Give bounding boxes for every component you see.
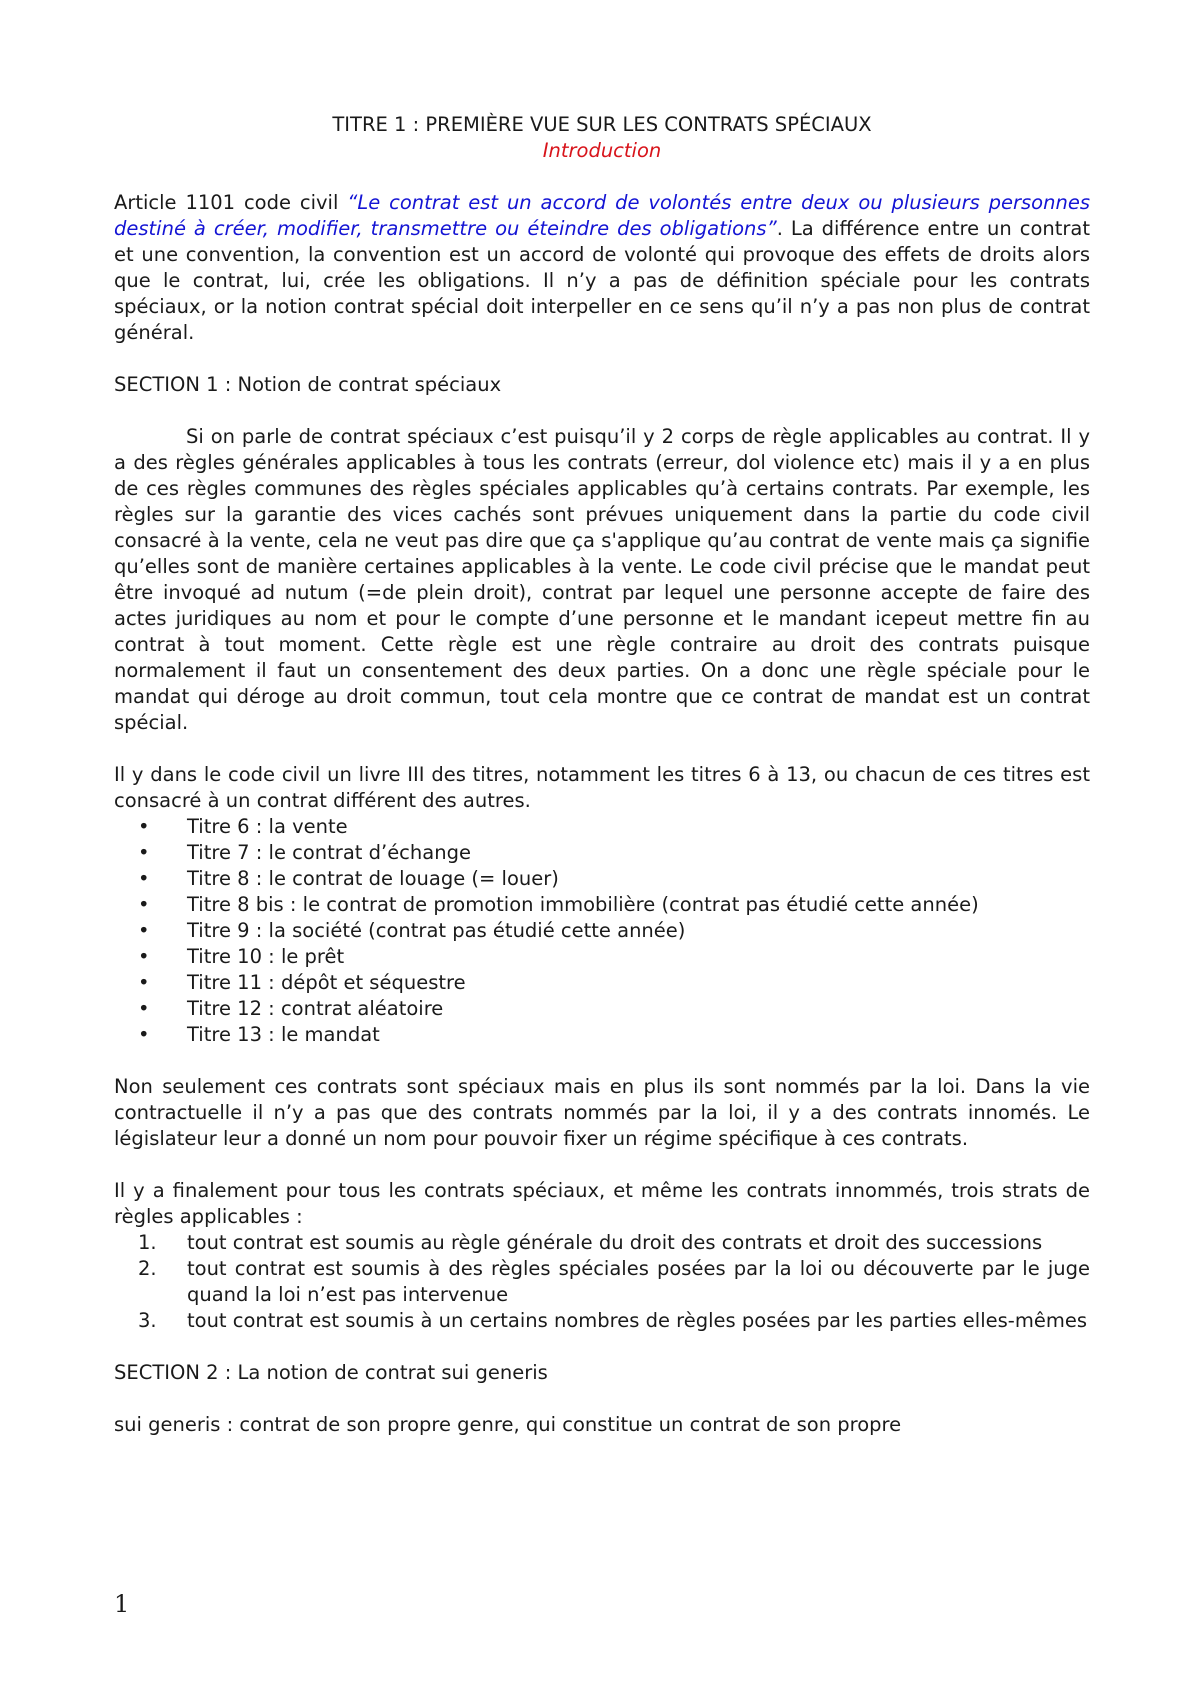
- section-1-paragraph-3: Non seulement ces contrats sont spéciaux mais en plus ils sont nommés par la loi. Dans la vie contractuelle il n’y a pas que des contrats nommés par la loi, il y a des contrats innomés. Le législateur leur a donné un nom pour pouvoir fixer un régime spécifique à ces contrats.: [114, 1075, 1090, 1150]
- section-1-paragraph-4: Il y a finalement pour tous les contrats spéciaux, et même les contrats innommés, trois strats de règles applicables :: [114, 1179, 1090, 1228]
- list-item: • Titre 11 : dépôt et séquestre: [138, 971, 466, 994]
- titles-list: [114, 814, 1090, 1048]
- list-item: • Titre 9 : la société (contrat pas étudié cette année): [138, 919, 686, 942]
- document-body: [114, 112, 1090, 1438]
- list-item: • Titre 7 : le contrat d’échange: [138, 841, 471, 864]
- bullet-icon: •: [138, 1023, 150, 1046]
- bullet-icon: •: [138, 841, 150, 864]
- section-1-paragraph-2: Il y dans le code civil un livre III des titres, notamment les titres 6 à 13, ou chacun de ces titres est consacré à un contrat différent des autres.: [114, 763, 1090, 812]
- bullet-icon: •: [138, 971, 150, 994]
- section-2-heading: SECTION 2 : La notion de contrat sui generis: [114, 1361, 548, 1384]
- document-subtitle: Introduction: [542, 139, 662, 162]
- section-1-paragraph-1: Si on parle de contrat spéciaux c’est puisqu’il y 2 corps de règle applicables au contrat. Il y a des règles générales applicables à tous les contrats (erreur, dol violence etc) mais il y a en plus de ces règles communes des règles spéciales applicables qu’à certains contrats. Par exemple, les règles sur la garantie des vices cachés sont prévues uniquement dans la partie du code civil consacré à la vente, cela ne veut pas dire que ça s'applique qu’au contrat de vente mais ça signifie qu’elles sont de manière certaines applicables à la vente. Le code civil précise que le mandat peut être invoqué ad nutum (=de plein droit), contrat par lequel une personne accepte de faire des actes juridiques au nom et pour le compte d’une personne et le mandant icepeut mettre fin au contrat à tout moment. Cette règle est une règle contraire au droit des contrats puisque normalement il faut un consentement des deux parties. On a donc une règle spéciale pour le mandat qui déroge au droit commun, tout cela montre que ce contrat de mandat est un contrat spécial.: [114, 425, 1090, 734]
- list-item: • Titre 8 bis : le contrat de promotion immobilière (contrat pas étudié cette année): [138, 893, 979, 916]
- section-1-heading: SECTION 1 : Notion de contrat spéciaux: [114, 373, 502, 396]
- list-item: • Titre 12 : contrat aléatoire: [138, 997, 444, 1020]
- list-item: • Titre 6 : la vente: [138, 815, 348, 838]
- document-title: TITRE 1 : PREMIÈRE VUE SUR LES CONTRATS SPÉCIAUX: [332, 113, 872, 136]
- intro-lead: Article 1101 code civil: [114, 191, 348, 214]
- bullet-icon: •: [138, 867, 150, 890]
- intro-paragraph: [114, 190, 1090, 346]
- bullet-icon: •: [138, 815, 150, 838]
- bullet-icon: •: [138, 893, 150, 916]
- list-item: • Titre 8 : le contrat de louage (= louer): [138, 867, 559, 890]
- list-item: • Titre 10 : le prêt: [138, 945, 345, 968]
- list-item: • Titre 13 : le mandat: [138, 1023, 380, 1046]
- bullet-icon: •: [138, 919, 150, 942]
- intro-rest: . La différence entre un contrat et une convention, la convention est un accord de volonté qui provoque des effets de droits alors que le contrat, lui, crée les obligations. Il n’y a pas de définition spéciale pour les contrats spéciaux, or la notion contrat spécial doit interpeller en ce sens qu’il n’y a pas non plus de contrat général.: [114, 217, 1090, 344]
- bullet-icon: •: [138, 945, 150, 968]
- article-quote: “Le contrat est un accord de volontés entre deux ou plusieurs personnes destiné à créer, modifier, transmettre ou éteindre des obligations”: [114, 191, 1090, 240]
- strata-list: [114, 1230, 1090, 1334]
- section-2-paragraph-1: sui generis : contrat de son propre genre, qui constitue un contrat de son propre: [114, 1413, 902, 1436]
- bullet-icon: •: [138, 997, 150, 1020]
- list-item: 1. tout contrat est soumis au règle générale du droit des contrats et droit des successions: [138, 1231, 1043, 1254]
- list-item: 2. tout contrat est soumis à des règles spéciales posées par la loi ou découverte par le juge quand la loi n’est pas intervenue: [138, 1257, 1090, 1306]
- page-number: 1: [114, 1590, 130, 1618]
- list-item: 3. tout contrat est soumis à un certains nombres de règles posées par les parties elles-mêmes: [138, 1309, 1087, 1332]
